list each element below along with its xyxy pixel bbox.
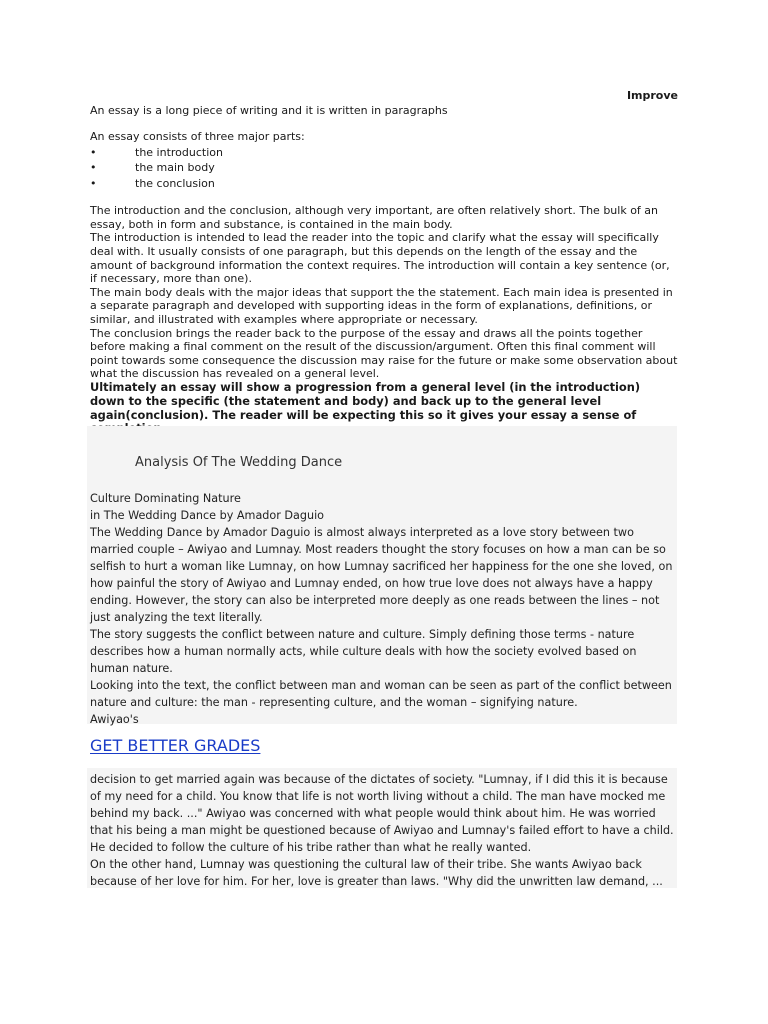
essay-paragraph: The introduction is intended to lead the reader into the topic and clarify what the essay will specifically deal with. It usually consists of one paragraph, but this depends on the length of the essay and the amount of background information the context requires. The introduction will contain a key sentence (or, if necessary, more than one). [90, 231, 670, 286]
continuation-panel [87, 768, 677, 888]
essay-intro-line: An essay is a long piece of writing and it is written in paragraphs [90, 103, 448, 117]
list-item-text: the conclusion [135, 176, 215, 190]
bullet-icon: • [90, 176, 97, 190]
essay-paragraph: The main body deals with the major ideas that support the the statement. Each main idea is presented in a separate paragraph and developed with supporting ideas in the form of explanations, definitions, or similar, and illustrated with examples where appropriate or necessary. [90, 285, 673, 327]
analysis-article [90, 490, 674, 728]
analysis-subtitle: Culture Dominating Nature [90, 492, 241, 505]
analysis-title: Analysis Of The Wedding Dance [135, 455, 343, 470]
list-item [90, 160, 678, 176]
essay-body [90, 204, 678, 436]
list-item [90, 176, 678, 192]
essay-parts-list [90, 145, 678, 192]
bullet-icon: • [90, 145, 97, 159]
get-better-grades-link[interactable]: GET BETTER GRADES [90, 736, 261, 755]
essay-paragraph: The conclusion brings the reader back to the purpose of the essay and draws all the points together before making a final comment on the result of the discussion/argument. Often this final comment will point towards some consequence the discussion may raise for the future or make some observation about what the discussion has revealed on a general level. [90, 326, 678, 381]
list-item-text: the introduction [135, 145, 223, 159]
analysis-paragraph: Awiyao's [90, 713, 139, 726]
essay-section [90, 89, 678, 436]
essay-parts-lead: An essay consists of three major parts: [90, 130, 305, 144]
analysis-byline: in The Wedding Dance by Amador Daguio [90, 509, 325, 522]
essay-bold-summary: Ultimately an essay will show a progression from a general level (in the introduction) down to the specific (the statement and body) and back up to the general level again(conclusion). The reader will be expecting this so it gives your essay a sense of [90, 380, 641, 422]
list-item-text: the main body [135, 161, 215, 175]
continuation-paragraph: decision to get married again was because of the dictates of society. "Lumnay, if I did this it is because of my need for a child. You know that life is not worth living without a child. The man have mocked me behind my back. ..." Awiyao was concerned with what people would think about him. He was worried that his being a man might be questioned because of Awiyao and Lumnay's failed effort to have a child. He decided to follow the culture of his tribe rather than what he really wanted. [90, 773, 674, 854]
essay-paragraph: The introduction and the conclusion, although very important, are often relatively short. The bulk of an essay, both in form and substance, is contained in the main body. [90, 204, 659, 231]
improve-label: Improve [626, 89, 678, 102]
list-item [90, 145, 678, 161]
analysis-paragraph: Looking into the text, the conflict between man and woman can be seen as part of the conflict between nature and culture: the man - representing culture, and the woman – signifying nature. [90, 679, 672, 709]
analysis-paragraph: The Wedding Dance by Amador Daguio is almost always interpreted as a love story between two married couple – Awiyao and Lumnay. Most readers thought the story focuses on how a man can be so selfish to hurt a woman like Lumnay, on how Lumnay sacrificed her happiness for the one she loved, on how painful the story of Awiyao and Lumnay ended, on how true love does not always have a happy ending. However, the story can also be interpreted more deeply as one reads between the lines – not just analyzing the text literally. [90, 526, 673, 624]
bullet-icon: • [90, 161, 97, 175]
analysis-paragraph: The story suggests the conflict between nature and culture. Simply defining those terms - nature describes how a human normally acts, while culture deals with how the society evolved based on human nature. [90, 628, 637, 675]
continuation-paragraph: On the other hand, Lumnay was questioning the cultural law of their tribe. She wants Awiyao back because of her love for him. For her, love is greater than laws. "Why did the unwritten law demand, ... [90, 858, 663, 888]
